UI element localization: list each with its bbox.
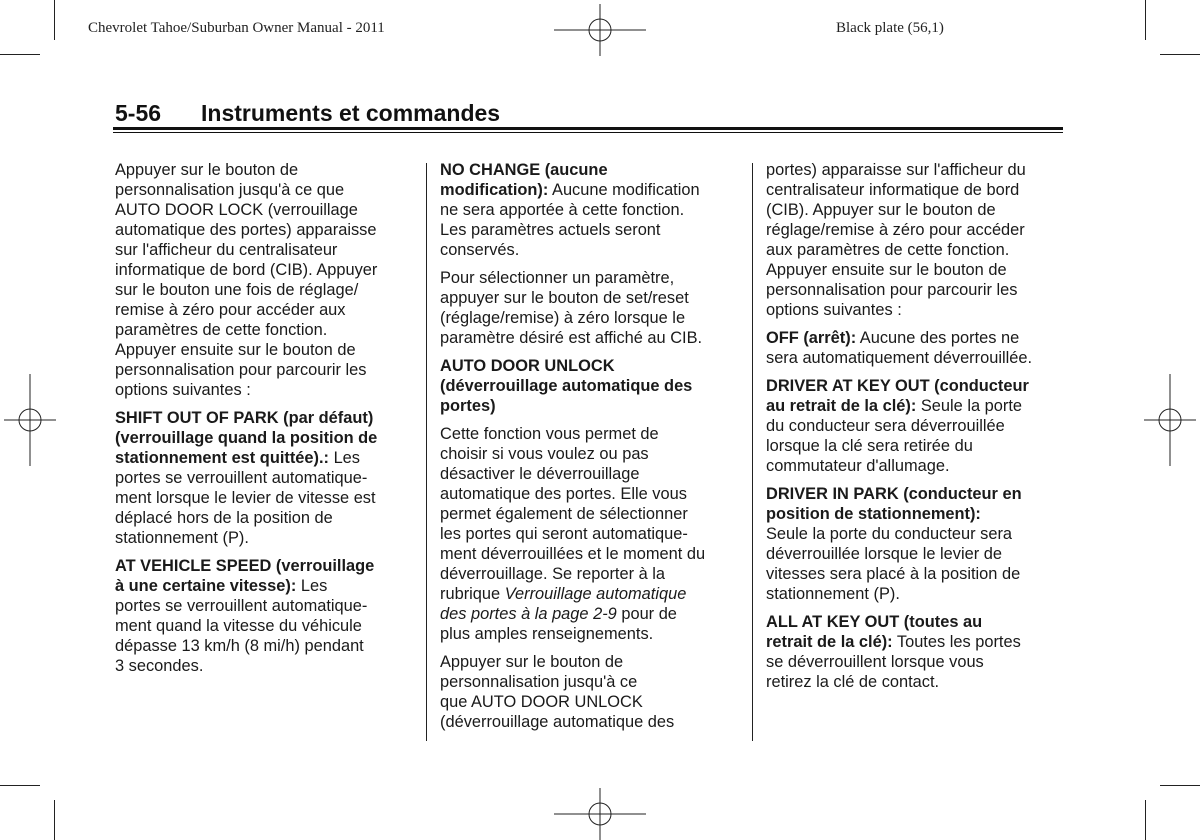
text-run: désactiver le déverrouillage	[440, 465, 640, 483]
text-run: centralisateur informatique de bord	[766, 181, 1020, 199]
text-line	[766, 200, 1066, 220]
text-run: automatique des portes) apparaisse	[115, 221, 377, 239]
registration-crosshair-icon	[4, 374, 56, 466]
text-run: personnalisation jusqu'à ce que	[115, 181, 345, 199]
text-line	[440, 624, 740, 644]
section-number: 5-56	[115, 100, 162, 126]
text-run: déplacé hors de la position de	[115, 509, 333, 527]
text-run: Cette fonction vous permet de	[440, 425, 659, 443]
text-line	[440, 376, 740, 396]
text-line	[440, 464, 740, 484]
text-line	[440, 652, 740, 672]
text-line	[440, 220, 740, 240]
bold-text: à une certaine vitesse):	[115, 577, 297, 595]
bold-text: SHIFT OUT OF PARK (par défaut)	[115, 409, 374, 427]
text-run: Les paramètres actuels seront	[440, 221, 661, 239]
heading-rule-thick	[113, 127, 1063, 130]
text-line	[440, 356, 740, 376]
paragraph	[766, 160, 1066, 320]
text-line	[440, 524, 740, 544]
text-line	[766, 652, 1066, 672]
text-run: 3 secondes.	[115, 657, 204, 675]
crop-mark	[1145, 0, 1146, 40]
text-line	[766, 584, 1066, 604]
bold-text: position de stationnement):	[766, 505, 981, 523]
bold-text: au retrait de la clé):	[766, 397, 917, 415]
bold-text: retrait de la clé):	[766, 633, 893, 651]
text-run: options suivantes :	[115, 381, 251, 399]
text-run: sera automatiquement déverrouillée.	[766, 349, 1033, 367]
text-run: portes) apparaisse sur l'afficheur du	[766, 161, 1026, 179]
section-title: Instruments et commandes	[201, 100, 501, 126]
text-line	[440, 268, 740, 288]
text-run: paramètres de cette fonction.	[115, 321, 328, 339]
text-column-2	[440, 160, 740, 740]
text-line	[766, 672, 1066, 692]
text-line	[115, 240, 415, 260]
text-run: commutateur d'allumage.	[766, 457, 950, 475]
manual-title-header: Chevrolet Tahoe/Suburban Owner Manual - 2011	[88, 20, 385, 36]
text-line	[766, 280, 1066, 300]
text-run: Aucune des portes ne	[856, 329, 1020, 347]
crop-mark	[54, 800, 55, 840]
text-line	[115, 280, 415, 300]
paragraph	[440, 652, 740, 732]
text-line	[766, 416, 1066, 436]
text-line	[766, 632, 1066, 652]
text-line	[440, 584, 740, 604]
text-run: se déverrouillent lorsque vous	[766, 653, 984, 671]
heading-rule-thin	[113, 132, 1063, 133]
text-run: Appuyer ensuite sur le bouton de	[115, 341, 356, 359]
text-line	[766, 376, 1066, 396]
bold-text: portes)	[440, 397, 496, 415]
text-run: les portes qui seront automatique-	[440, 525, 688, 543]
text-line	[115, 448, 415, 468]
text-line	[115, 656, 415, 676]
text-line	[440, 308, 740, 328]
bold-text: AUTO DOOR UNLOCK	[440, 357, 615, 375]
text-run: aux paramètres de cette fonction.	[766, 241, 1010, 259]
text-line	[115, 340, 415, 360]
text-line	[115, 220, 415, 240]
text-line	[115, 636, 415, 656]
paragraph	[440, 356, 740, 416]
text-run: retirez la clé de contact.	[766, 673, 940, 691]
text-run: personnalisation pour parcourir les	[115, 361, 367, 379]
text-line	[766, 484, 1066, 504]
text-run: paramètre désiré est affiché au CIB.	[440, 329, 703, 347]
text-line	[115, 556, 415, 576]
text-line	[440, 396, 740, 416]
text-run: déverrouillée lorsque le levier de	[766, 545, 1002, 563]
paragraph	[115, 408, 415, 548]
text-run: appuyer sur le bouton de set/reset	[440, 289, 689, 307]
text-column-1	[115, 160, 415, 684]
text-line	[440, 712, 740, 732]
text-line	[115, 260, 415, 280]
text-line	[115, 300, 415, 320]
text-line	[115, 408, 415, 428]
text-line	[115, 380, 415, 400]
text-run: personnalisation pour parcourir les	[766, 281, 1018, 299]
bold-text: AT VEHICLE SPEED (verrouillage	[115, 557, 375, 575]
crop-mark	[1145, 800, 1146, 840]
text-run: plus amples renseignements.	[440, 625, 654, 643]
text-run: remise à zéro pour accéder aux	[115, 301, 346, 319]
text-run: rubrique	[440, 585, 505, 603]
text-line	[766, 348, 1066, 368]
bold-text: modification):	[440, 181, 549, 199]
text-run: dépasse 13 km/h (8 mi/h) pendant	[115, 637, 364, 655]
text-run: ment déverrouillées et le moment du	[440, 545, 706, 563]
text-run: portes se verrouillent automatique-	[115, 469, 368, 487]
text-run: réglage/remise à zéro pour accéder	[766, 221, 1025, 239]
crop-mark	[1160, 54, 1200, 55]
text-line	[766, 300, 1066, 320]
text-line	[115, 320, 415, 340]
text-run: stationnement (P).	[766, 585, 900, 603]
text-run: choisir si vous voulez ou pas	[440, 445, 649, 463]
bold-text: NO CHANGE (aucune	[440, 161, 608, 179]
text-run: Les	[296, 577, 328, 595]
text-line	[766, 180, 1066, 200]
text-line	[766, 456, 1066, 476]
paragraph	[766, 484, 1066, 604]
text-line	[766, 524, 1066, 544]
text-line	[115, 508, 415, 528]
text-run: (CIB). Appuyer sur le bouton de	[766, 201, 996, 219]
paragraph	[440, 424, 740, 644]
bold-text: DRIVER AT KEY OUT (conducteur	[766, 377, 1029, 395]
paragraph	[440, 160, 740, 260]
text-run: permet également de sélectionner	[440, 505, 688, 523]
text-line	[766, 328, 1066, 348]
text-run: ne sera apportée à cette fonction.	[440, 201, 685, 219]
text-line	[440, 328, 740, 348]
text-run: Seule la porte du conducteur sera	[766, 525, 1013, 543]
paragraph	[115, 556, 415, 676]
text-line	[115, 596, 415, 616]
crop-mark	[1160, 785, 1200, 786]
text-line	[766, 396, 1066, 416]
text-run: déverrouillage. Se reporter à la	[440, 565, 666, 583]
text-run: ment lorsque le levier de vitesse est	[115, 489, 376, 507]
text-line	[115, 576, 415, 596]
text-line	[440, 564, 740, 584]
text-run: Seule la porte	[916, 397, 1023, 415]
text-run: conservés.	[440, 241, 520, 259]
text-line	[440, 672, 740, 692]
text-run: Pour sélectionner un paramètre,	[440, 269, 675, 287]
plate-label: Black plate (56,1)	[836, 20, 944, 36]
text-run: sur l'afficheur du centralisateur	[115, 241, 338, 259]
crop-mark	[54, 0, 55, 40]
paragraph	[115, 160, 415, 400]
text-run: ment quand la vitesse du véhicule	[115, 617, 362, 635]
italic-text: Verrouillage automatique	[504, 585, 687, 603]
text-run: lorsque la clé sera retirée du	[766, 437, 973, 455]
registration-crosshair-icon	[554, 4, 646, 56]
bold-text: OFF (arrêt):	[766, 329, 857, 347]
text-line	[115, 200, 415, 220]
column-divider	[752, 163, 753, 741]
section-heading	[115, 100, 1063, 127]
text-line	[115, 616, 415, 636]
text-run: Appuyer sur le bouton de	[115, 161, 299, 179]
text-line	[115, 180, 415, 200]
bold-text: DRIVER IN PARK (conducteur en	[766, 485, 1022, 503]
text-run: Aucune modification	[548, 181, 700, 199]
text-run: Appuyer sur le bouton de	[440, 653, 624, 671]
text-run: personnalisation jusqu'à ce	[440, 673, 638, 691]
text-line	[440, 692, 740, 712]
text-run: du conducteur sera déverrouillée	[766, 417, 1005, 435]
text-run: (réglage/remise) à zéro lorsque le	[440, 309, 686, 327]
text-run: vitesses sera placé à la position de	[766, 565, 1021, 583]
paragraph	[766, 376, 1066, 476]
text-line	[766, 564, 1066, 584]
text-line	[440, 288, 740, 308]
text-line	[766, 504, 1066, 524]
text-run: Toutes les portes	[892, 633, 1021, 651]
text-line	[440, 504, 740, 524]
text-line	[766, 220, 1066, 240]
text-line	[115, 160, 415, 180]
text-run: informatique de bord (CIB). Appuyer	[115, 261, 378, 279]
text-line	[766, 160, 1066, 180]
text-run: Les	[329, 449, 360, 467]
text-line	[440, 180, 740, 200]
text-run: AUTO DOOR LOCK (verrouillage	[115, 201, 358, 219]
text-line	[440, 444, 740, 464]
text-line	[440, 200, 740, 220]
text-line	[440, 424, 740, 444]
text-run: stationnement (P).	[115, 529, 249, 547]
bold-text: (verrouillage quand la position de	[115, 429, 378, 447]
text-line	[115, 360, 415, 380]
text-run: portes se verrouillent automatique-	[115, 597, 368, 615]
text-line	[766, 240, 1066, 260]
italic-text: des portes à la page 2-9	[440, 605, 617, 623]
paragraph	[766, 612, 1066, 692]
text-run: pour de	[616, 605, 677, 623]
text-line	[115, 488, 415, 508]
text-run: que AUTO DOOR UNLOCK	[440, 693, 643, 711]
text-line	[440, 604, 740, 624]
text-line	[766, 544, 1066, 564]
column-divider	[426, 163, 427, 741]
paragraph	[766, 328, 1066, 368]
text-line	[115, 428, 415, 448]
text-run: (déverrouillage automatique des	[440, 713, 675, 731]
crop-mark	[0, 785, 40, 786]
paragraph	[440, 268, 740, 348]
crop-mark	[0, 54, 40, 55]
bold-text: stationnement est quittée).:	[115, 449, 330, 467]
text-run: automatique des portes. Elle vous	[440, 485, 687, 503]
text-line	[115, 468, 415, 488]
text-run: sur le bouton une fois de réglage/	[115, 281, 359, 299]
registration-crosshair-icon	[1144, 374, 1196, 466]
text-run: options suivantes :	[766, 301, 902, 319]
text-line	[440, 544, 740, 564]
text-run: Appuyer ensuite sur le bouton de	[766, 261, 1007, 279]
text-column-3	[766, 160, 1066, 700]
bold-text: (déverrouillage automatique des	[440, 377, 693, 395]
text-line	[440, 240, 740, 260]
text-line	[115, 528, 415, 548]
text-line	[766, 612, 1066, 632]
bold-text: ALL AT KEY OUT (toutes au	[766, 613, 983, 631]
text-line	[766, 260, 1066, 280]
text-line	[766, 436, 1066, 456]
registration-crosshair-icon	[554, 788, 646, 840]
text-line	[440, 484, 740, 504]
text-line	[440, 160, 740, 180]
